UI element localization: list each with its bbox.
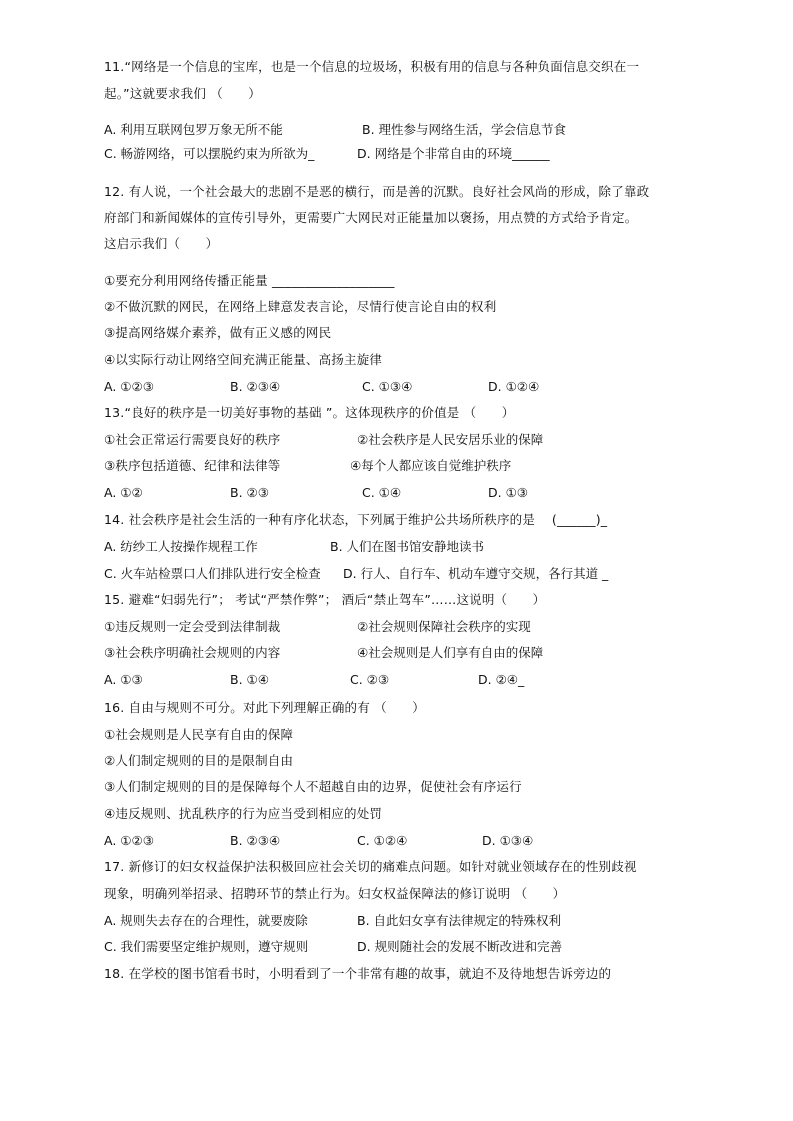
q16-statement-3: ③人们制定规则的目的是保障每个人不超越自由的边界，促使社会有序运行	[104, 779, 522, 794]
q16-option-d: D. ①③④	[482, 833, 534, 848]
q17-option-d: D. 规则随社会的发展不断改进和完善	[357, 939, 563, 954]
q14-option-d: D. 行人、自行车、机动车遵守交规，各行其道 _	[343, 566, 609, 581]
q16-option-c: C. ①②④	[357, 833, 408, 848]
q13-stem: 13.“良好的秩序是一切美好事物的基础 ”。这体现秩序的价值是 （ ）	[104, 405, 515, 420]
q13-option-d: D. ①③	[488, 485, 528, 500]
q15-statement-4: ④社会规则是人们享有自由的保障	[357, 645, 544, 660]
q11-option-d: D. 网络是个非常自由的环境______	[357, 146, 550, 161]
q13-statement-2: ②社会秩序是人民安居乐业的保障	[357, 432, 544, 447]
q15-statement-2: ②社会规则保障社会秩序的实现	[357, 619, 531, 634]
q12-option-b: B. ②③④	[230, 379, 281, 394]
q14-option-c: C. 火车站检票口人们排队进行安全检查	[104, 566, 321, 581]
q13-option-a: A. ①②	[104, 485, 143, 500]
q15-statement-3: ③社会秩序明确社会规则的内容	[104, 645, 281, 660]
q14-option-a: A. 纺纱工人按操作规程工作	[104, 539, 258, 554]
q12-option-c: C. ①③④	[362, 379, 413, 394]
q12-stem-line-2: 府部门和新闻媒体的宣传引导外，更需要广大网民对正能量加以褒扬，用点赞的方式给予肯定。	[104, 210, 638, 225]
q13-option-b: B. ②③	[230, 485, 269, 500]
q12-statement-2: ②不做沉默的网民，在网络上肆意发表言论，尽情行使言论自由的权利	[104, 299, 497, 314]
q12-stem-line-3: 这启示我们（ ）	[104, 236, 219, 251]
q15-stem: 15. 避难“妇弱先行”； 考试“严禁作弊”； 酒后“禁止驾车”……这说明（ ）	[104, 592, 546, 607]
q11-option-a: A. 利用互联网包罗万象无所不能	[104, 122, 283, 137]
q11-option-c: C. 畅游网络，可以摆脱约束为所欲为_	[104, 146, 315, 161]
q15-option-b: B. ①④	[230, 672, 269, 687]
q13-statement-1: ①社会正常运行需要良好的秩序	[104, 432, 281, 447]
q11-stem-line-1: 11.“网络是一个信息的宝库，也是一个信息的垃圾场，积极有用的信息与各种负面信息交织在一	[104, 59, 640, 74]
q16-statement-2: ②人们制定规则的目的是限制自由	[104, 753, 294, 768]
q13-statement-3: ③秩序包括道德、纪律和法律等	[104, 458, 281, 473]
q13-option-c: C. ①④	[362, 485, 402, 500]
q12-option-d: D. ①②④	[488, 379, 540, 394]
q11-stem-line-2: 起。”这就要求我们 （ ）	[104, 86, 261, 101]
q15-option-a: A. ①③	[104, 672, 143, 687]
q13-statement-4: ④每个人都应该自觉维护秩序	[350, 458, 512, 473]
q17-option-b: B. 自此妇女享有法律规定的特殊权利	[357, 913, 562, 928]
q12-statement-1: ①要充分利用网络传播正能量 ___________________	[104, 273, 395, 288]
q11-option-b: B. 理性参与网络生活，学会信息节食	[362, 122, 567, 137]
q12-statement-3: ③提高网络媒介素养，做有正义感的网民	[104, 325, 332, 340]
q12-statement-4: ④以实际行动让网络空间充满正能量、高扬主旋律	[104, 352, 383, 367]
q12-option-a: A. ①②③	[104, 379, 154, 394]
q14-stem: 14. 社会秩序是社会生活的一种有序化状态，下列属于维护公共场所秩序的是 (______)_	[104, 512, 608, 527]
q16-stem: 16. 自由与规则不可分。对此下列理解正确的有 （ ）	[104, 700, 425, 715]
q16-option-a: A. ①②③	[104, 833, 154, 848]
q16-statement-1: ①社会规则是人民享有自由的保障	[104, 727, 294, 742]
q17-option-c: C. 我们需要坚定维护规则，遵守规则	[104, 939, 309, 954]
q17-stem-line-1: 17. 新修订的妇女权益保护法积极回应社会关切的痛难点问题。如针对就业领域存在的性别歧视	[104, 859, 637, 874]
q18-stem-line-1: 18. 在学校的图书馆看书时，小明看到了一个非常有趣的故事，就迫不及待地想告诉旁边的	[104, 966, 612, 981]
q16-option-b: B. ②③④	[230, 833, 281, 848]
q15-option-d: D. ②④_	[478, 672, 525, 687]
q17-stem-line-2: 现象，明确列举招录、招聘环节的禁止行为。妇女权益保障法的修订说明 （ ）	[104, 886, 566, 901]
q17-option-a: A. 规则失去存在的合理性，就要废除	[104, 913, 308, 928]
q15-option-c: C. ②③	[350, 672, 390, 687]
q14-option-b: B. 人们在图书馆安静地读书	[330, 539, 485, 554]
q12-stem-line-1: 12. 有人说，一个社会最大的悲剧不是恶的横行，而是善的沉默。良好社会风尚的形成，除了靠政	[104, 184, 650, 199]
q15-statement-1: ①违反规则一定会受到法律制裁	[104, 619, 281, 634]
q16-statement-4: ④违反规则、扰乱秩序的行为应当受到相应的处罚	[104, 806, 383, 821]
